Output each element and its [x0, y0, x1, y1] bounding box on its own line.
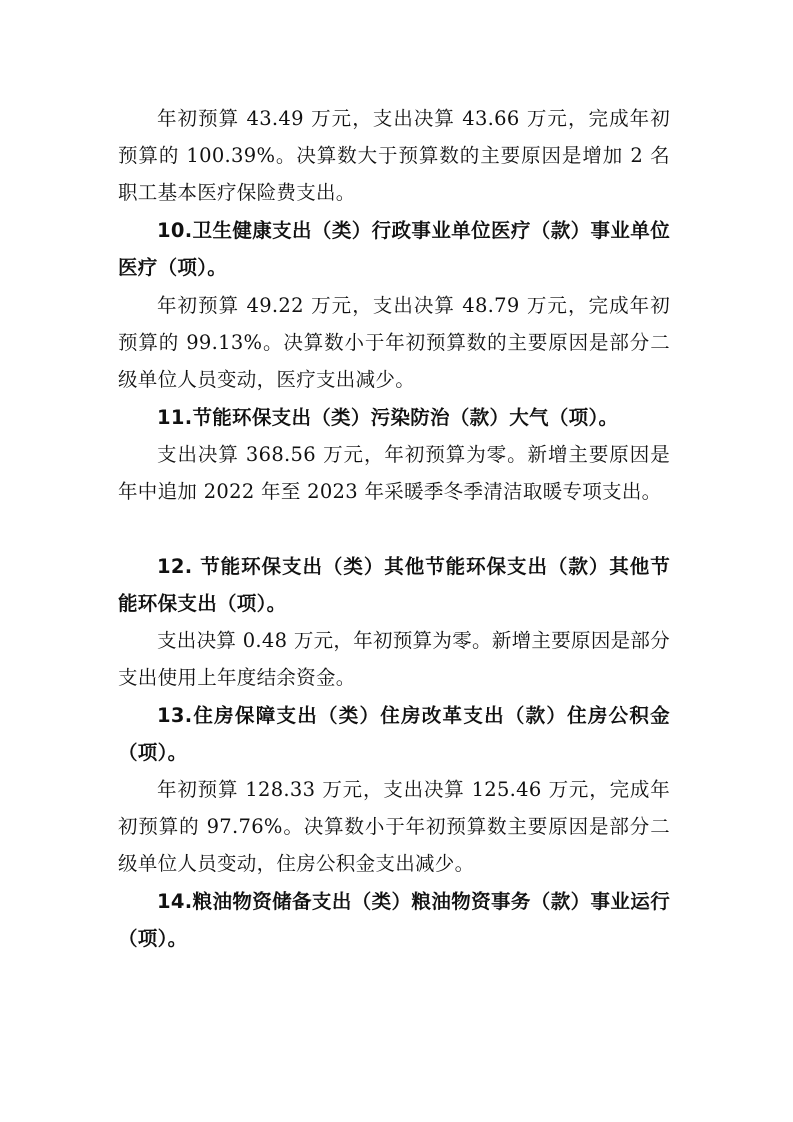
heading-item-11: 11.节能环保支出（类）污染防治（款）大气（项）。	[157, 406, 619, 429]
paragraph-item-10: 年初预算 49.22 万元，支出决算 48.79 万元，完成年初预算的 99.13%。决算数小于年初预算数的主要原因是部分二级单位人员变动，医疗支出减少。	[118, 294, 670, 391]
paragraph-item-11: 支出决算 368.56 万元，年初预算为零。新增主要原因是年中追加 2022 年至 2023 年采暖季冬季清洁取暖专项支出。	[118, 443, 670, 503]
paragraph-medical-insurance: 年初预算 43.49 万元，支出决算 43.66 万元，完成年初预算的 100.39%。决算数大于预算数的主要原因是增加 2 名职工基本医疗保险费支出。	[118, 107, 670, 204]
heading-item-10: 10.卫生健康支出（类）行政事业单位医疗（款）事业单位医疗（项）。	[118, 219, 670, 279]
heading-item-13: 13.住房保障支出（类）住房改革支出（款）住房公积金（项）。	[118, 704, 670, 764]
heading-item-12: 12. 节能环保支出（类）其他节能环保支出（款）其他节能环保支出（项）。	[118, 555, 670, 615]
paragraph-item-12: 支出决算 0.48 万元，年初预算为零。新增主要原因是部分支出使用上年度结余资金。	[118, 629, 671, 689]
heading-item-14: 14.粮油物资储备支出（类）粮油物资事务（款）事业运行（项）。	[118, 890, 670, 950]
paragraph-item-13: 年初预算 128.33 万元，支出决算 125.46 万元，完成年初预算的 97.76%。决算数小于年初预算数主要原因是部分二级单位人员变动，住房公积金支出减少。	[118, 778, 670, 875]
